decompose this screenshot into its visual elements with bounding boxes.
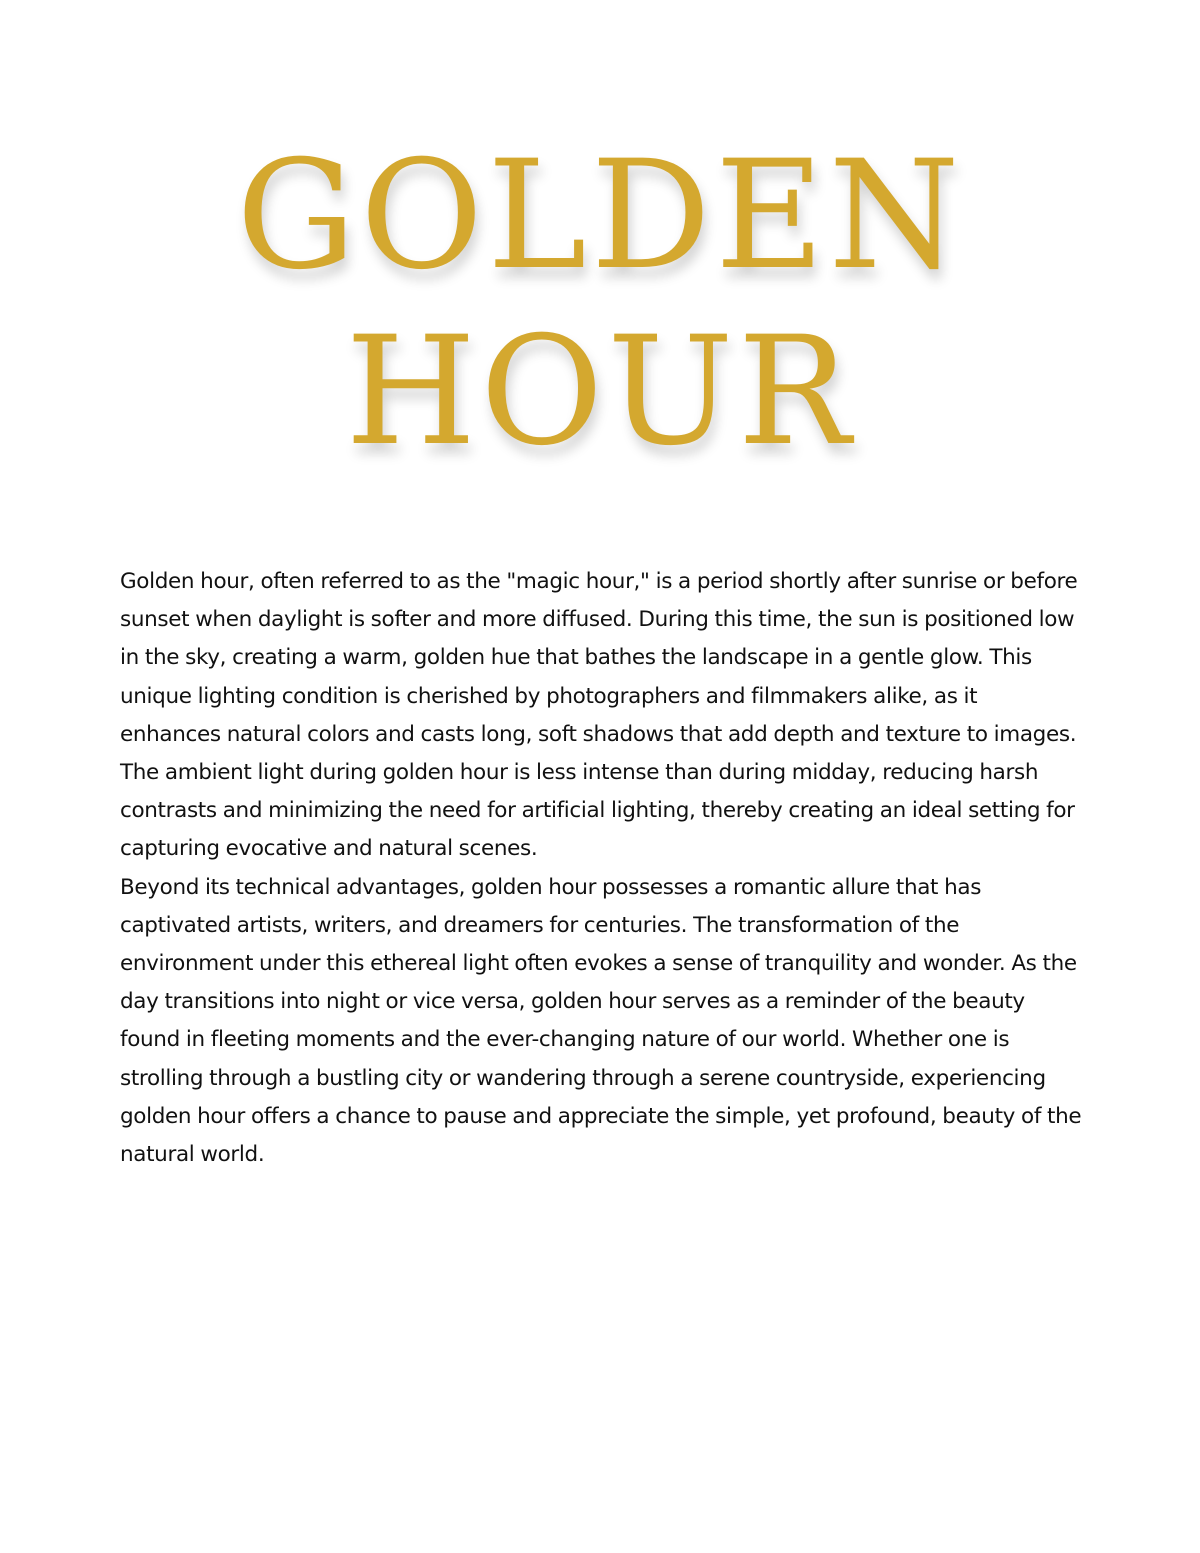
paragraph-1: Golden hour, often referred to as the "magic hour," is a period shortly after sunrise or before sunset when daylight is softer and more diffused. During this time, the sun is positioned low in the sky, creating a warm, golden hue that bathes the landscape in a gentle glow. This unique lighting condition is cherished by photographers and filmmakers alike, as it enhances natural colors and casts long, soft shadows that add depth and texture to images. The ambient light during golden hour is less intense than during midday, reducing harsh contrasts and minimizing the need for artificial lighting, thereby creating an ideal setting for capturing evocative and natural scenes. — [120, 569, 1078, 862]
body-text — [120, 563, 1082, 1174]
title-line-hour: HOUR — [345, 305, 855, 479]
document-title — [0, 128, 1200, 480]
title-line-golden: GOLDEN — [236, 129, 964, 303]
paragraph-2: Beyond its technical advantages, golden hour possesses a romantic allure that has captivated artists, writers, and dreamers for centuries. The transformation of the environment under this ethereal light often evokes a sense of tranquility and wonder. As the day transitions into night or vice versa, golden hour serves as a reminder of the beauty found in fleeting moments and the ever-changing nature of our world. Whether one is strolling through a bustling city or wandering through a serene countryside, experiencing golden hour offers a chance to pause and appreciate the simple, yet profound, beauty of the natural world. — [120, 874, 1082, 1168]
